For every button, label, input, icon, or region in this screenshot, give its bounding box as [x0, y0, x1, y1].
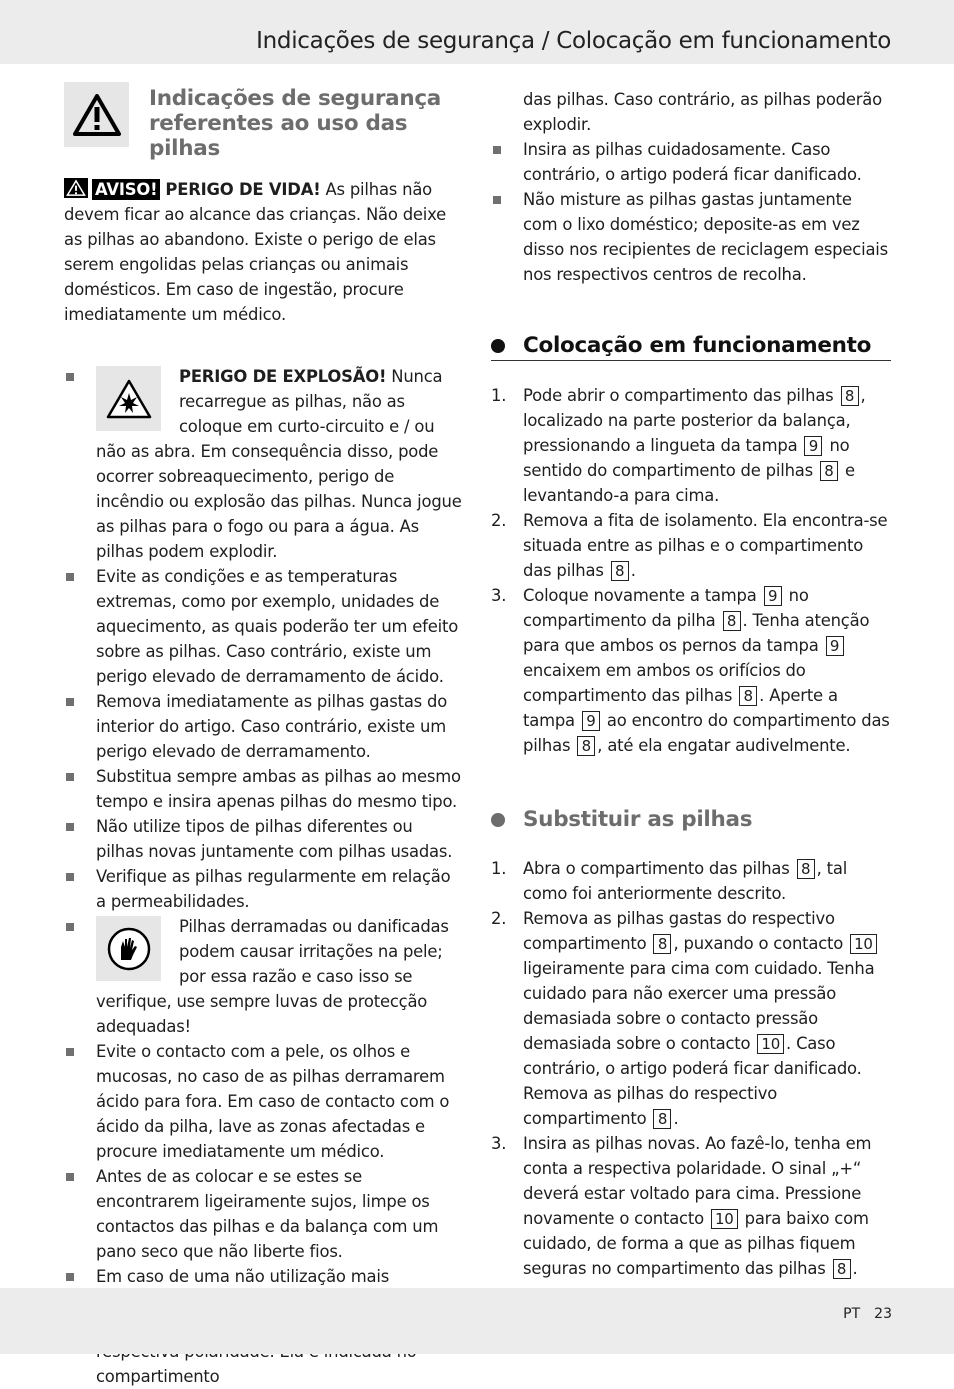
footer-lang: PT	[843, 1306, 861, 1322]
part-reference-number: 8	[577, 736, 595, 756]
bullet-bold: PERIGO DE EXPLOSÃO!	[179, 367, 387, 386]
step-number: 1.	[491, 859, 507, 878]
part-reference-number: 8	[833, 1259, 851, 1279]
list-item: Não misture as pilhas gastas juntamente com o lixo doméstico; deposite-as em vez disso nos recipientes de reciclagem especiais nos respectivos centros de recolha.	[491, 187, 891, 287]
continued-text: das pilhas. Caso contrário, as pilhas poderão explodir.	[523, 90, 882, 134]
steps-list-substituir	[491, 856, 891, 1281]
safety-list	[64, 364, 464, 1389]
part-reference-number: 8	[653, 1109, 671, 1129]
step-text: e levantando-a para cima.	[523, 461, 855, 505]
step-number: 2.	[491, 909, 507, 928]
step-text: Abra o compartimento das pilhas	[523, 859, 795, 878]
bullet-dot	[491, 813, 505, 827]
step-item	[491, 383, 891, 508]
list-item: Insira as pilhas cuidadosamente. Caso contrário, o artigo poderá ficar danificado.	[491, 137, 891, 187]
list-item: Antes de as colocar e se estes se encontrarem ligeiramente sujos, limpe os contactos das pilhas e da balança com um pano seco que não liberte fios.	[64, 1164, 464, 1264]
bullet-text: Pilhas derramadas ou danificadas podem causar irritações na pele; por essa razão e caso isso se verifique, use sempre luvas de protecção adequadas!	[96, 917, 449, 1036]
right-column	[491, 87, 891, 1281]
list-item: Evite as condições e as temperaturas extremas, como por exemplo, unidades de aquecimento, as quais poderão ter um efeito sobre as pilhas. Caso contrário, existe um perigo elevado de derramamento de ácido.	[64, 564, 464, 689]
step-text: para baixo com cuidado, de forma a que as pilhas fiquem seguras no compartimento das pilhas	[523, 1209, 869, 1278]
part-reference-number: 10	[711, 1209, 738, 1229]
step-number: 1.	[491, 386, 507, 405]
step-text: .	[630, 561, 636, 580]
part-reference-number: 8	[611, 561, 629, 581]
list-item	[64, 364, 464, 564]
step-text: no sentido do compartimento de pilhas	[523, 436, 850, 480]
safety-list-continued	[491, 137, 891, 287]
list-item: Verifique as pilhas regularmente em relação a permeabilidades.	[64, 864, 464, 914]
page-title: Indicações de segurança / Colocação em funcionamento	[256, 28, 891, 54]
aviso-badge: AVISO!	[92, 179, 160, 200]
step-text: , localizado na parte posterior da balança, pressionando a lingueta da tampa	[523, 386, 866, 455]
gloves-icon	[96, 916, 161, 981]
step-text: , até ela engatar audivelmente.	[597, 736, 851, 755]
step-text: . Caso contrário, o artigo poderá ficar danificado. Remova as pilhas do respectivo compartimento	[523, 1034, 862, 1128]
step-text: .	[852, 1259, 858, 1278]
step-item	[491, 583, 891, 758]
step-number: 2.	[491, 511, 507, 530]
warning-small-icon	[64, 178, 88, 198]
list-item	[64, 914, 464, 1039]
heading-text: Colocação em funcionamento	[523, 333, 872, 358]
part-reference-number: 10	[757, 1034, 784, 1054]
warning-triangle-icon	[64, 82, 129, 147]
step-text: . Aperte a tampa	[523, 686, 838, 730]
part-reference-number: 8	[841, 386, 859, 406]
section-title: Indicações de segurança referentes ao uso das pilhas	[149, 86, 442, 161]
heading-text: Substituir as pilhas	[523, 807, 753, 832]
part-reference-number: 10	[850, 934, 877, 954]
list-item: Em caso de uma não utilização mais	[64, 1264, 464, 1314]
step-item	[491, 856, 891, 906]
step-text: .	[673, 1109, 679, 1128]
list-item: Não utilize tipos de pilhas diferentes ou pilhas novas juntamente com pilhas usadas.	[64, 814, 464, 864]
bullet-text: Nunca recarregue as pilhas, não as coloque em curto-circuito e / ou não as abra. Em consequência disso, pode ocorrer sobreaquecimento, perigo de incêndio ou explosão das pilhas. Nunca jogue as pilhas para o fogo ou para a água. As pilhas podem explodir.	[96, 367, 462, 561]
part-reference-number: 9	[582, 711, 600, 731]
section-heading-substituir	[491, 807, 891, 832]
step-text: Remova a fita de isolamento. Ela encontra-se situada entre as pilhas e o compartimento das pilhas	[523, 511, 888, 580]
part-reference-number: 9	[764, 586, 782, 606]
footer	[829, 1306, 892, 1322]
step-item	[491, 508, 891, 583]
section-header	[64, 82, 464, 161]
step-text: ligeiramente para cima com cuidado. Tenha cuidado para não exercer uma pressão demasiada sobre o contacto pressão demasiada sobre o contacto	[523, 959, 875, 1053]
list-item: compartimento	[64, 1314, 464, 1389]
list-item: Remova imediatamente as pilhas gastas do interior do artigo. Caso contrário, existe um perigo elevado de derramamento.	[64, 689, 464, 764]
step-text: . Tenha atenção para que ambos os pernos da tampa	[523, 611, 870, 655]
aviso-paragraph	[64, 177, 464, 327]
aviso-text: As pilhas não devem ficar ao alcance das crianças. Não deixe as pilhas ao abandono. Existe o perigo de elas serem engolidas pelas crianças ou animais domésticos. Em caso de ingestão, procure imediatamente um médico.	[64, 180, 447, 324]
step-text: , puxando o contacto	[673, 934, 849, 953]
left-column	[64, 82, 464, 1389]
steps-list-colocacao	[491, 383, 891, 758]
step-text: Remova as pilhas gastas do respectivo compartimento	[523, 909, 835, 953]
part-reference-number: 8	[797, 859, 815, 879]
explosion-icon	[96, 366, 161, 431]
part-reference-number: 9	[804, 436, 822, 456]
step-text: encaixem em ambos os orifícios do compartimento das pilhas	[523, 661, 806, 705]
step-number: 3.	[491, 1134, 507, 1153]
bullet-dot	[491, 339, 505, 353]
aviso-bold: PERIGO DE VIDA!	[165, 180, 321, 199]
part-reference-number: 9	[826, 636, 844, 656]
part-reference-number: 8	[723, 611, 741, 631]
part-reference-number: 8	[820, 461, 838, 481]
part-reference-number: 8	[653, 934, 671, 954]
step-item	[491, 1131, 891, 1281]
part-reference-number: 8	[739, 686, 757, 706]
step-text: Coloque novamente a tampa	[523, 586, 762, 605]
page-number: 23	[874, 1306, 892, 1322]
step-item	[491, 906, 891, 1131]
list-item: Substitua sempre ambas as pilhas ao mesmo tempo e insira apenas pilhas do mesmo tipo.	[64, 764, 464, 814]
step-text: , tal como foi anteriormente descrito.	[523, 859, 848, 903]
section-heading-colocacao	[491, 333, 891, 361]
step-text: Pode abrir o compartimento das pilhas	[523, 386, 839, 405]
step-text: ao encontro do compartimento das pilhas	[523, 711, 890, 755]
step-text: Insira as pilhas novas. Ao fazê-lo, tenha em conta a respectiva polaridade. O sinal „+“ deverá estar voltado para cima. Pressione novamente o contacto	[523, 1134, 872, 1228]
step-text: no compartimento da pilha	[523, 586, 809, 630]
list-item: Evite o contacto com a pele, os olhos e mucosas, no caso de as pilhas derramarem ácido para fora. Em caso de contacto com o ácido da pilha, lave as zonas afectadas e procure imediatamente um médico.	[64, 1039, 464, 1164]
step-number: 3.	[491, 586, 507, 605]
footer-band	[0, 1288, 954, 1354]
